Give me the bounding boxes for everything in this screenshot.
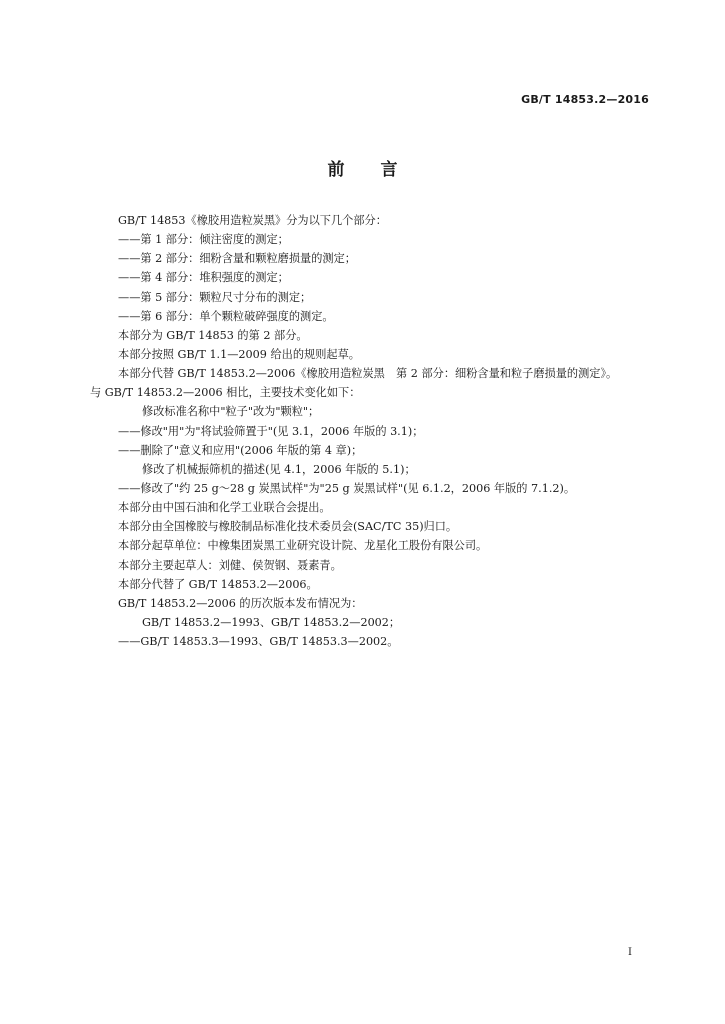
paragraph-line: ——第 4 部分：堆积强度的测定；	[118, 271, 289, 285]
page-title: 前言	[327, 160, 434, 180]
paragraph-line: 本部分为 GB/T 14853 的第 2 部分。	[118, 328, 308, 342]
paragraph-line: 与 GB/T 14853.2—2006 相比，主要技术变化如下：	[90, 386, 361, 400]
page-number: I	[628, 947, 632, 958]
paragraph-line: 修改标准名称中"粒子"改为"颗粒"；	[142, 405, 320, 419]
paragraph-line: 本部分代替了 GB/T 14853.2—2006。	[118, 577, 318, 591]
paragraph-line: 本部分起草单位：中橡集团炭黑工业研究设计院、龙星化工股份有限公司。	[118, 539, 488, 553]
paragraph-line: ——GB/T 14853.3—1993、GB/T 14853.3—2002。	[118, 635, 399, 649]
paragraph-line: ——修改了"约 25 g～28 g 炭黑试样"为"25 g 炭黑试样"(见 6.1.2，2006 年版的 7.1.2)。	[118, 481, 576, 495]
paragraph-line: ——第 2 部分：细粉含量和颗粒磨损量的测定；	[118, 252, 356, 266]
paragraph-line: 修改了机械振筛机的描述(见 4.1，2006 年版的 5.1)；	[142, 462, 416, 476]
paragraph-line: GB/T 14853.2—2006 的历次版本发布情况为：	[118, 596, 363, 610]
paragraph-line: ——第 1 部分：倾注密度的测定；	[118, 233, 289, 247]
paragraph-line: GB/T 14853.2—1993、GB/T 14853.2—2002；	[142, 615, 401, 629]
paragraph-line: ——修改"用"为"将试验筛置于"(见 3.1，2006 年版的 3.1)；	[118, 424, 424, 438]
paragraph-line: ——第 6 部分：单个颗粒破碎强度的测定。	[118, 309, 334, 323]
paragraph-line: 本部分按照 GB/T 1.1—2009 给出的规则起草。	[118, 347, 360, 361]
paragraph-line: GB/T 14853《橡胶用造粒炭黑》分为以下几个部分：	[118, 214, 387, 227]
standard-code: GB/T 14853.2—2016	[521, 93, 649, 106]
paragraph-line: 本部分主要起草人：刘健、侯贺钢、聂素青。	[118, 558, 342, 572]
paragraph-line: ——第 5 部分：颗粒尺寸分布的测定；	[118, 290, 312, 304]
paragraph-line: ——删除了"意义和应用"(2006 年版的第 4 章)；	[118, 443, 363, 457]
paragraph-line: 本部分由中国石油和化学工业联合会提出。	[118, 501, 331, 515]
foreword-body	[90, 211, 660, 651]
paragraph-line: 本部分代替 GB/T 14853.2—2006《橡胶用造粒炭黑 第 2 部分：细粉含量和粒子磨损量的测定》。	[118, 367, 618, 381]
paragraph-line: 本部分由全国橡胶与橡胶制品标准化技术委员会(SAC/TC 35)归口。	[118, 520, 458, 534]
